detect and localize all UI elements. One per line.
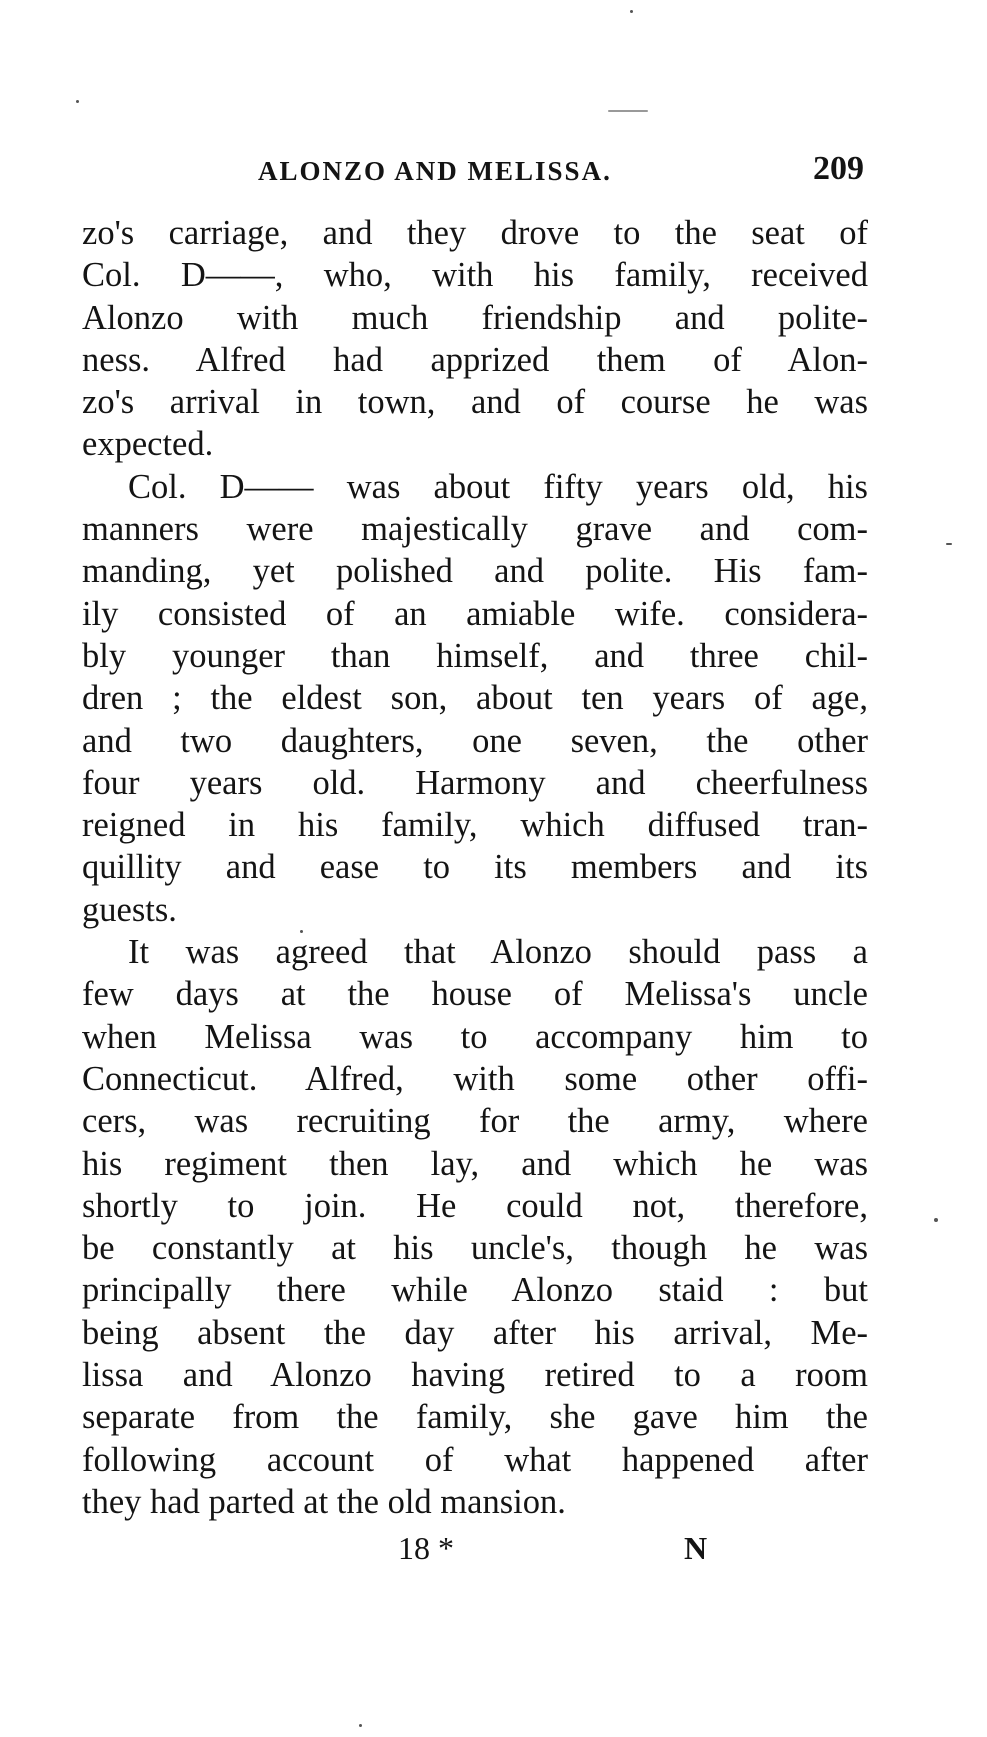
print-speck	[630, 10, 633, 13]
print-speck	[76, 100, 79, 103]
text-line: separate from the family, she gave him the	[82, 1398, 868, 1437]
print-speck	[934, 1218, 938, 1222]
page-header	[82, 150, 872, 194]
text-line: dren ; the eldest son, about ten years of age,	[82, 679, 868, 718]
print-speck	[608, 110, 648, 112]
text-line: Col. D—— was about fifty years old, his	[128, 467, 868, 506]
text-line: principally there while Alonzo staid : but	[82, 1271, 868, 1310]
text-line: lissa and Alonzo having retired to a room	[82, 1356, 868, 1395]
text-line: zo's carriage, and they drove to the seat of	[82, 214, 868, 252]
text-line: cers, was recruiting for the army, where	[82, 1102, 868, 1141]
text-line: following account of what happened after	[82, 1440, 868, 1479]
print-speck	[300, 930, 303, 933]
text-line: Connecticut. Alfred, with some other offi-	[82, 1059, 868, 1098]
text-line: and two daughters, one seven, the other	[82, 721, 868, 760]
text-line: reigned in his family, which diffused tran-	[82, 806, 868, 845]
text-line: zo's arrival in town, and of course he was	[82, 383, 868, 422]
body-text	[82, 212, 868, 1523]
signature-mark: 18 *	[398, 1530, 454, 1566]
text-line: few days at the house of Melissa's uncle	[82, 975, 868, 1014]
signature-letter: N	[684, 1530, 708, 1566]
page-number: 209	[813, 150, 864, 187]
text-line: quillity and ease to its members and its	[82, 848, 868, 887]
text-line: four years old. Harmony and cheerfulness	[82, 763, 868, 802]
text-line: Alonzo with much friendship and polite-	[82, 298, 868, 337]
page-footer	[82, 1530, 872, 1570]
text-line: manners were majestically grave and com-	[82, 510, 868, 549]
text-line: manding, yet polished and polite. His fam-	[82, 552, 868, 591]
text-line: guests.	[82, 890, 177, 929]
text-line: when Melissa was to accompany him to	[82, 1017, 868, 1056]
running-title: ALONZO AND MELISSA.	[258, 156, 612, 186]
text-line: his regiment then lay, and which he was	[82, 1144, 868, 1183]
print-speck	[359, 1724, 362, 1727]
text-line: It was agreed that Alonzo should pass a	[128, 933, 868, 972]
print-speck	[946, 543, 952, 545]
text-line: ily consisted of an amiable wife. considera-	[82, 594, 868, 633]
text-line: they had parted at the old mansion.	[82, 1482, 566, 1521]
text-line: being absent the day after his arrival, Me-	[82, 1313, 868, 1352]
text-line: bly younger than himself, and three chil-	[82, 636, 868, 675]
text-line: expected.	[82, 425, 214, 464]
text-line: shortly to join. He could not, therefore,	[82, 1186, 868, 1225]
text-line: be constantly at his uncle's, though he was	[82, 1229, 868, 1268]
text-line: ness. Alfred had apprized them of Alon-	[82, 340, 868, 379]
text-line: Col. D——, who, with his family, received	[82, 256, 868, 295]
